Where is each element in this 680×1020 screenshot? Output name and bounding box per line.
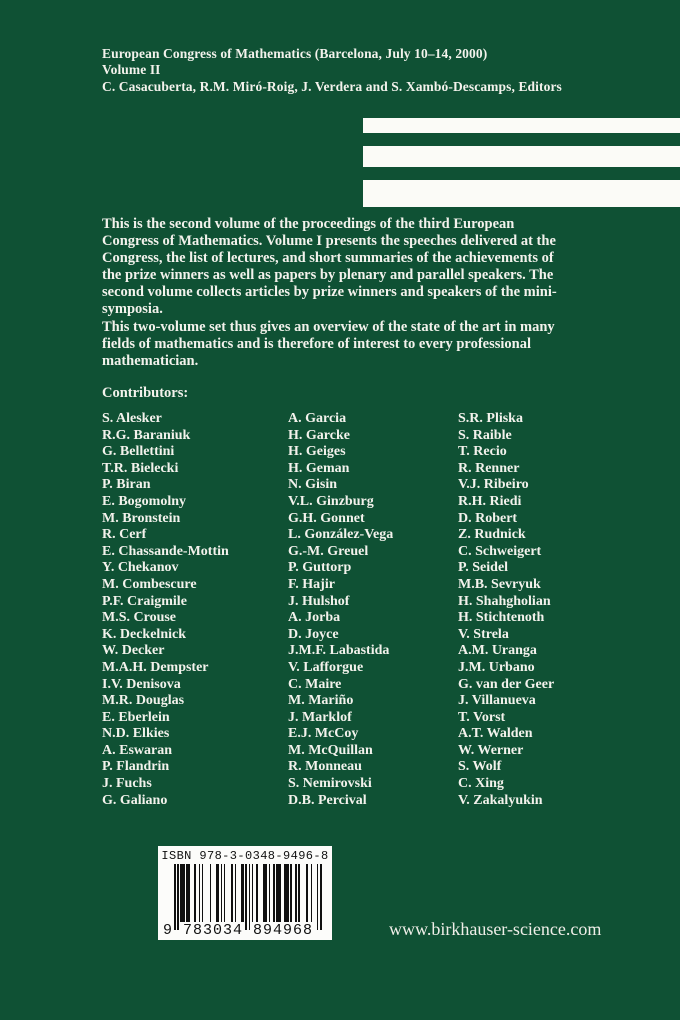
contributor-name: A.M. Uranga bbox=[458, 643, 537, 659]
contributor-name: A.T. Walden bbox=[458, 726, 533, 742]
contributors-column-1 bbox=[102, 411, 229, 809]
contributor-name: I.V. Denisova bbox=[102, 676, 181, 692]
contributor-name: T.R. Bielecki bbox=[102, 460, 179, 476]
barcode-bar bbox=[320, 864, 322, 930]
contributor-name: D. Robert bbox=[458, 510, 518, 526]
isbn-label: ISBN 978-3-0348-9496-8 bbox=[161, 849, 329, 863]
contributor-name: M.A.H. Dempster bbox=[102, 659, 209, 675]
contributor-name: K. Deckelnick bbox=[102, 626, 186, 642]
contributor-name: G.H. Gonnet bbox=[288, 510, 365, 526]
contributor-name: J. Fuchs bbox=[102, 776, 152, 792]
congress-title: European Congress of Mathematics (Barcelona, July 10–14, 2000) bbox=[102, 46, 488, 61]
contributor-name: Y. Chekanov bbox=[102, 560, 179, 576]
contributor-name: P.F. Craigmile bbox=[102, 593, 187, 609]
contributors-column-2 bbox=[288, 411, 393, 809]
contributor-name: M.R. Douglas bbox=[102, 693, 185, 709]
contributor-name: J. Marklof bbox=[288, 709, 352, 725]
contributor-name: G. Galiano bbox=[102, 792, 168, 808]
contributor-name: S. Nemirovski bbox=[288, 776, 372, 792]
contributor-name: P. Seidel bbox=[458, 560, 509, 576]
contributors-column-3 bbox=[458, 411, 554, 809]
isbn-barcode-box bbox=[158, 846, 332, 940]
contributors-heading: Contributors: bbox=[102, 385, 189, 401]
contributor-name: H. Stichtenoth bbox=[458, 610, 545, 626]
contributor-name: A. Garcia bbox=[288, 411, 347, 426]
contributor-name: J. Hulshof bbox=[288, 593, 350, 609]
contributor-name: G. Bellettini bbox=[102, 444, 175, 460]
contributor-name: H. Geman bbox=[288, 460, 350, 476]
contributor-name: C. Xing bbox=[458, 776, 504, 792]
contributor-name: Z. Rudnick bbox=[458, 527, 526, 543]
contributor-name: R. Cerf bbox=[102, 527, 147, 543]
white-stripe-2 bbox=[363, 146, 680, 167]
contributor-name: R. Renner bbox=[458, 460, 520, 476]
contributor-name: G.-M. Greuel bbox=[288, 543, 369, 559]
contributor-name: A. Eswaran bbox=[102, 742, 173, 758]
contributor-name: J.M.F. Labastida bbox=[288, 643, 390, 659]
contributor-name: M. Combescure bbox=[102, 576, 197, 592]
publisher-website: www.birkhauser-science.com bbox=[389, 919, 602, 939]
contributor-name: S. Alesker bbox=[102, 411, 162, 426]
contributor-name: A. Jorba bbox=[288, 610, 341, 626]
editors-line: C. Casacuberta, R.M. Miró-Roig, J. Verdera and S. Xambó-Descamps, Editors bbox=[102, 78, 562, 94]
contributor-name: E.J. McCoy bbox=[288, 726, 359, 742]
contributor-name: D.B. Percival bbox=[288, 792, 367, 808]
white-stripe-3 bbox=[363, 180, 680, 207]
book-description bbox=[102, 216, 564, 370]
description-paragraph-1: This is the second volume of the proceedings of the third European Congress of Mathematics. Volume I presents the speeches delivered at the Congress, the list of lectures, and short summaries of the achievements of the prize winners as well as papers by plenary and parallel speakers. The second volume collects articles by prize winners and speakers of the mini-symposia. bbox=[102, 216, 557, 318]
contributor-name: M. Bronstein bbox=[102, 510, 181, 526]
contributor-name: W. Decker bbox=[102, 643, 165, 659]
contributor-name: V. Lafforgue bbox=[288, 659, 364, 675]
contributor-name: M. McQuillan bbox=[288, 742, 373, 758]
contributor-name: T. Recio bbox=[458, 444, 507, 460]
contributor-name: N.D. Elkies bbox=[102, 726, 170, 742]
contributor-name: T. Vorst bbox=[458, 709, 506, 725]
contributor-name: D. Joyce bbox=[288, 626, 339, 642]
contributor-name: C. Maire bbox=[288, 676, 342, 692]
contributor-name: H. Geiges bbox=[288, 444, 346, 460]
contributor-name: R. Monneau bbox=[288, 759, 362, 775]
contributor-name: C. Schweigert bbox=[458, 543, 542, 559]
contributor-name: J.M. Urbano bbox=[458, 659, 535, 675]
contributor-name: V.L. Ginzburg bbox=[288, 493, 374, 509]
contributor-name: H. Garcke bbox=[288, 427, 350, 443]
contributor-name: M.S. Crouse bbox=[102, 610, 177, 626]
contributor-name: E. Chassande-Mottin bbox=[102, 543, 229, 559]
contributor-name: S. Raible bbox=[458, 427, 512, 443]
contributor-name: V. Strela bbox=[458, 626, 509, 642]
contributor-name: J. Villanueva bbox=[458, 693, 536, 709]
barcode-number: 9 783034 894968 bbox=[163, 922, 314, 939]
contributor-name: V. Zakalyukin bbox=[458, 792, 543, 808]
contributor-name: R.G. Baraniuk bbox=[102, 427, 191, 443]
contributor-name: F. Hajir bbox=[288, 576, 335, 592]
contributor-name: H. Shahgholian bbox=[458, 593, 551, 609]
contributor-name: M. Mariño bbox=[288, 693, 354, 709]
contributor-name: W. Werner bbox=[458, 742, 524, 758]
contributor-name: M.B. Sevryuk bbox=[458, 576, 541, 592]
contributor-name: E. Eberlein bbox=[102, 709, 170, 725]
header-block bbox=[102, 46, 562, 95]
volume-label: Volume II bbox=[102, 62, 161, 78]
contributor-name: R.H. Riedi bbox=[458, 493, 522, 509]
contributor-name: L. González-Vega bbox=[288, 527, 394, 543]
contributor-name: V.J. Ribeiro bbox=[458, 477, 529, 493]
contributor-name: P. Flandrin bbox=[102, 759, 170, 775]
description-paragraph-2: This two-volume set thus gives an overview of the state of the art in many fields of mathematics and is therefore of interest to every professional mathematician. bbox=[102, 318, 555, 369]
contributor-name: E. Bogomolny bbox=[102, 493, 187, 509]
contributor-name: S. Wolf bbox=[458, 759, 502, 775]
contributor-name: P. Guttorp bbox=[288, 560, 352, 576]
contributor-name: G. van der Geer bbox=[458, 676, 555, 692]
contributor-name: N. Gisin bbox=[288, 477, 338, 493]
contributor-name: S.R. Pliska bbox=[458, 411, 523, 426]
white-stripe-1 bbox=[363, 118, 680, 133]
contributor-name: P. Biran bbox=[102, 477, 151, 493]
